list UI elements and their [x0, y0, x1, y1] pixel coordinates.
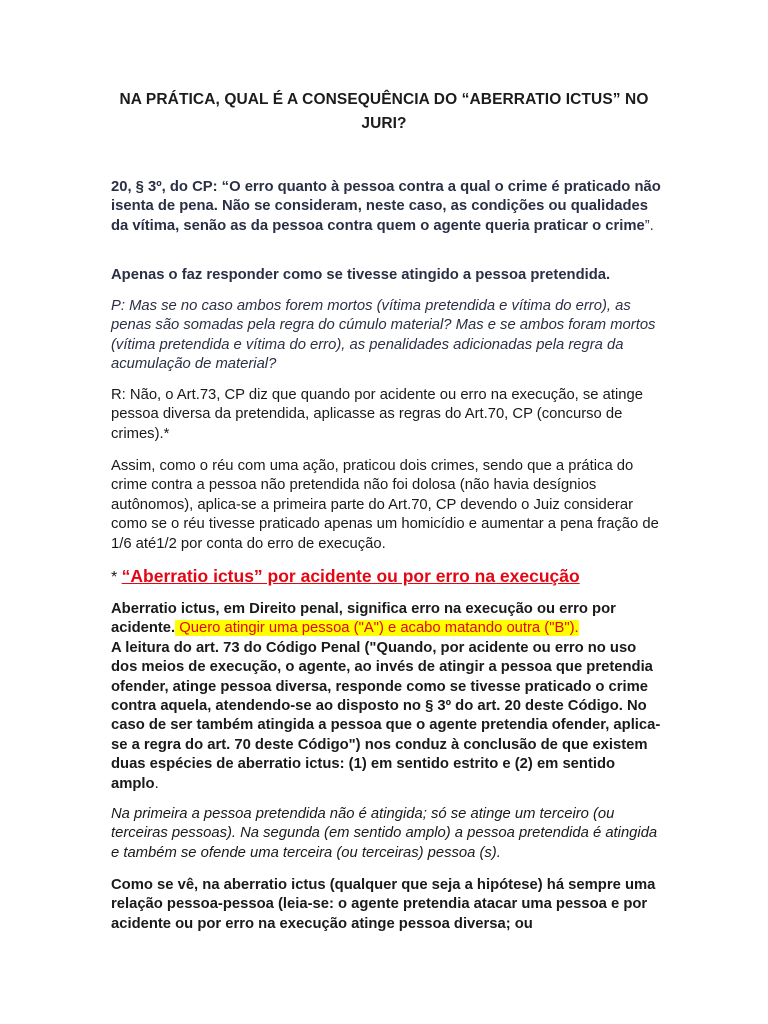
legal-reference: 20, § 3º, do CP:: [111, 179, 218, 195]
heading-text: “Aberratio ictus” por acidente ou por erro na execução: [121, 566, 580, 586]
page-title: NA PRÁTICA, QUAL É A CONSEQUÊNCIA DO “ABERRATIO ICTUS” NO JURI?: [119, 91, 649, 132]
quote-end: ”.: [644, 217, 654, 234]
definition-end: .: [154, 775, 159, 792]
legal-quote: “O erro quanto à pessoa contra a qual o crime é praticado não isenta de pena. Não se consideram, neste caso, as condições ou qualidades da vítima, senão as da pessoa contra quem o agente queria praticar o crime: [111, 179, 661, 234]
paragraph-conclusion: Como se vê, na aberratio ictus (qualquer que seja a hipótese) há sempre uma relação pessoa-pessoa (leia-se: o agente pretendia atacar uma pessoa e por acidente ou por erro na execução atinge pessoa diversa; ou: [111, 877, 656, 932]
paragraph-aberratio-definition: [111, 600, 663, 794]
paragraph-explanation: Assim, como o réu com uma ação, praticou dois crimes, sendo que a prática do crime contra a pessoa não pretendida não foi dolosa (não havia desígnios autônomos), aplica-se a primeira parte do Art.70, CP devendo o Juiz considerar como se o réu tivesse praticado apenas um homicídio e aumentar a pena fração de 1/6 até1/2 por conta do erro de execução.: [111, 458, 659, 552]
definition-lead: Aberratio ictus, em Direito penal, significa erro na execução ou erro por acidente.: [111, 601, 616, 637]
paragraph-cp-article-20: [111, 178, 663, 236]
paragraph-answer-summary: Apenas o faz responder como se tivesse atingido a pessoa pretendida.: [111, 267, 611, 283]
section-heading: [111, 565, 663, 589]
paragraph-two-species: Na primeira a pessoa pretendida não é atingida; só se atinge um terceiro (ou terceiras pessoas). Na segunda (em sentido amplo) a pessoa pretendida é atingida e também se ofende uma terceira (ou terceiras) pessoa (s).: [111, 806, 658, 861]
article-73-text: A leitura do art. 73 do Código Penal ("Quando, por acidente ou erro no uso dos meios de execução, o agente, ao invés de atingir a pessoa que pretendia ofender, atinge pessoa diversa, responde como se tivesse praticado o crime contra aquela, atendendo-se ao disposto no § 3º do art. 20 deste Código. No caso de ser também atingida a pessoa que o agente pretendia ofender, aplica-se a regra do art. 70 deste Código") nos conduz à conclusão de que existem duas espécies de aberratio ictus: (1) em sentido estrito e (2) em sentido amplo: [111, 639, 661, 792]
highlighted-example: Quero atingir uma pessoa ("A") e acabo matando outra ("B").: [175, 620, 579, 637]
paragraph-question: P: Mas se no caso ambos forem mortos (vítima pretendida e vítima do erro), as penas são somadas pela regra do cúmulo material? Mas e se ambos foram mortos (vítima pretendida e vítima do erro), as penalidades adicionadas pela regra da acumulação de material?: [111, 298, 656, 373]
heading-bullet: *: [111, 569, 122, 586]
paragraph-response: R: Não, o Art.73, CP diz que quando por acidente ou erro na execução, se atinge pessoa diversa da pretendida, aplicasse as regras do Art.70, CP (concurso de crimes).*: [111, 387, 643, 442]
